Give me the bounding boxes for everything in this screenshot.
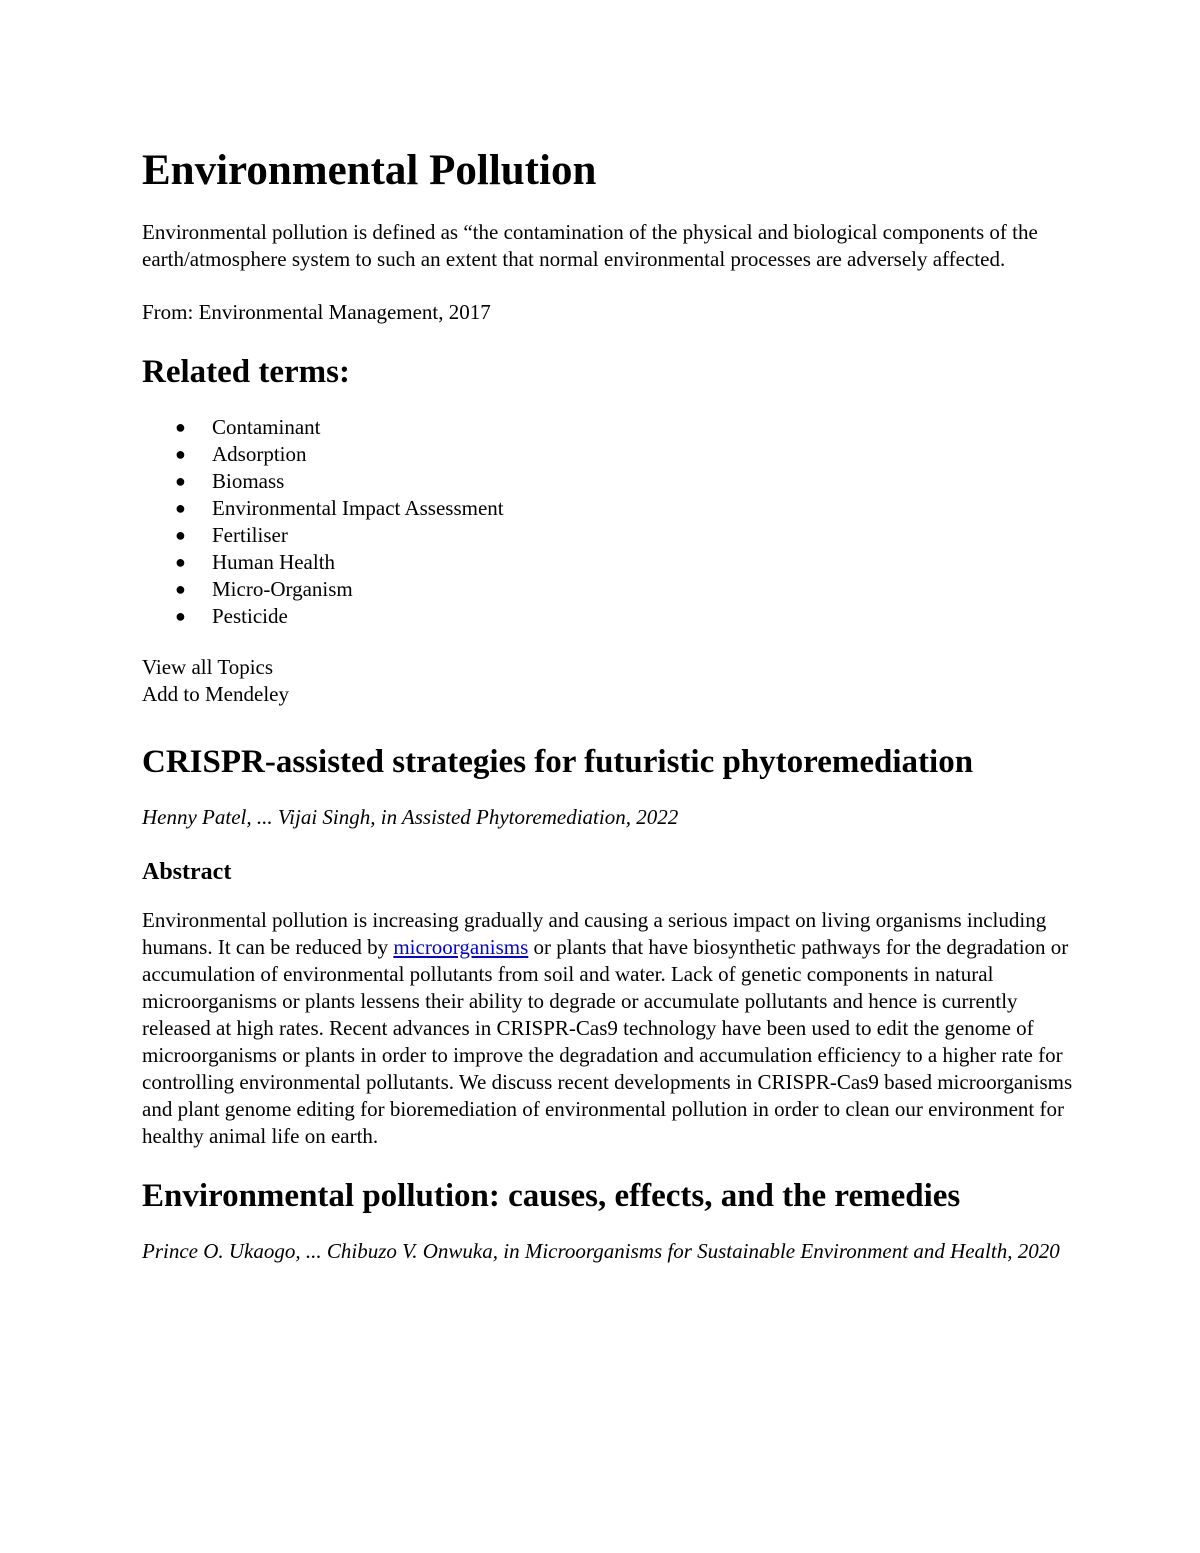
related-terms-heading: Related terms: — [142, 354, 350, 390]
article-crispr-section — [142, 742, 1080, 1150]
list-item[interactable] — [142, 576, 1080, 603]
list-item[interactable] — [142, 522, 1080, 549]
article-title[interactable]: CRISPR-assisted strategies for futuristic phytoremediation — [142, 744, 974, 780]
term-label: Micro-Organism — [212, 577, 353, 601]
list-item[interactable] — [142, 414, 1080, 441]
term-label: Pesticide — [212, 604, 288, 628]
article-byline: Henny Patel, ... Vijai Singh, in Assisted Phytoremediation, 2022 — [142, 805, 679, 829]
term-label: Contaminant — [212, 415, 321, 439]
bullet-icon: ● — [175, 498, 186, 518]
bullet-icon: ● — [175, 471, 186, 491]
bullet-icon: ● — [175, 444, 186, 464]
term-label: Fertiliser — [212, 523, 288, 547]
add-to-mendeley-link[interactable]: Add to Mendeley — [142, 682, 289, 706]
bullet-icon: ● — [175, 525, 186, 545]
term-label: Human Health — [212, 550, 336, 574]
article-byline: Prince O. Ukaogo, ... Chibuzo V. Onwuka, in Microorganisms for Sustainable Environment and Health, 2020 — [142, 1239, 1060, 1263]
bullet-icon: ● — [175, 606, 186, 626]
term-label: Biomass — [212, 469, 285, 493]
article-causes-section — [142, 1176, 1080, 1265]
list-item[interactable] — [142, 468, 1080, 495]
list-item[interactable] — [142, 495, 1080, 522]
article-title[interactable]: Environmental pollution: causes, effects, and the remedies — [142, 1178, 961, 1214]
related-terms-section — [142, 352, 1080, 708]
bullet-icon: ● — [175, 417, 186, 437]
list-item[interactable] — [142, 441, 1080, 468]
source-line: From: Environmental Management, 2017 — [142, 300, 491, 324]
topic-links — [142, 654, 1080, 708]
definition-paragraph: Environmental pollution is defined as “the contamination of the physical and biological components of the earth/atmosphere system to such an extent that normal environmental processes are adversely affected. — [142, 220, 1038, 271]
list-item[interactable] — [142, 603, 1080, 630]
term-label: Environmental Impact Assessment — [212, 496, 504, 520]
related-terms-list — [142, 414, 1080, 630]
abstract-text-start: Environmental pollution is increasing gradually and causing a serious impact on living organisms including humans. It can be reduced by — [142, 908, 1047, 959]
bullet-icon: ● — [175, 552, 186, 572]
abstract-text-end: or plants that have biosynthetic pathways for the degradation or accumulation of environmental pollutants from soil and water. Lack of genetic components in natural microorganisms or plants lessens their ability to degrade or accumulate pollutants and hence is currently released at high rates. Recent advances in CRISPR-Cas9 technology have been used to edit the genome of microorganisms or plants in order to improve the degradation and accumulation efficiency to a higher rate for controlling environmental pollutants. We discuss recent developments in CRISPR-Cas9 based microorganisms and plant genome editing for bioremediation of environmental pollution in order to clean our environment for healthy animal life on earth. — [142, 935, 1073, 1148]
term-label: Adsorption — [212, 442, 307, 466]
list-item[interactable] — [142, 549, 1080, 576]
abstract-paragraph — [142, 907, 1080, 1150]
bullet-icon: ● — [175, 579, 186, 599]
view-all-topics-link[interactable]: View all Topics — [142, 655, 274, 679]
abstract-heading: Abstract — [142, 859, 232, 885]
microorganisms-link[interactable]: microorganisms — [393, 935, 529, 959]
page-title: Environmental Pollution — [142, 147, 597, 194]
